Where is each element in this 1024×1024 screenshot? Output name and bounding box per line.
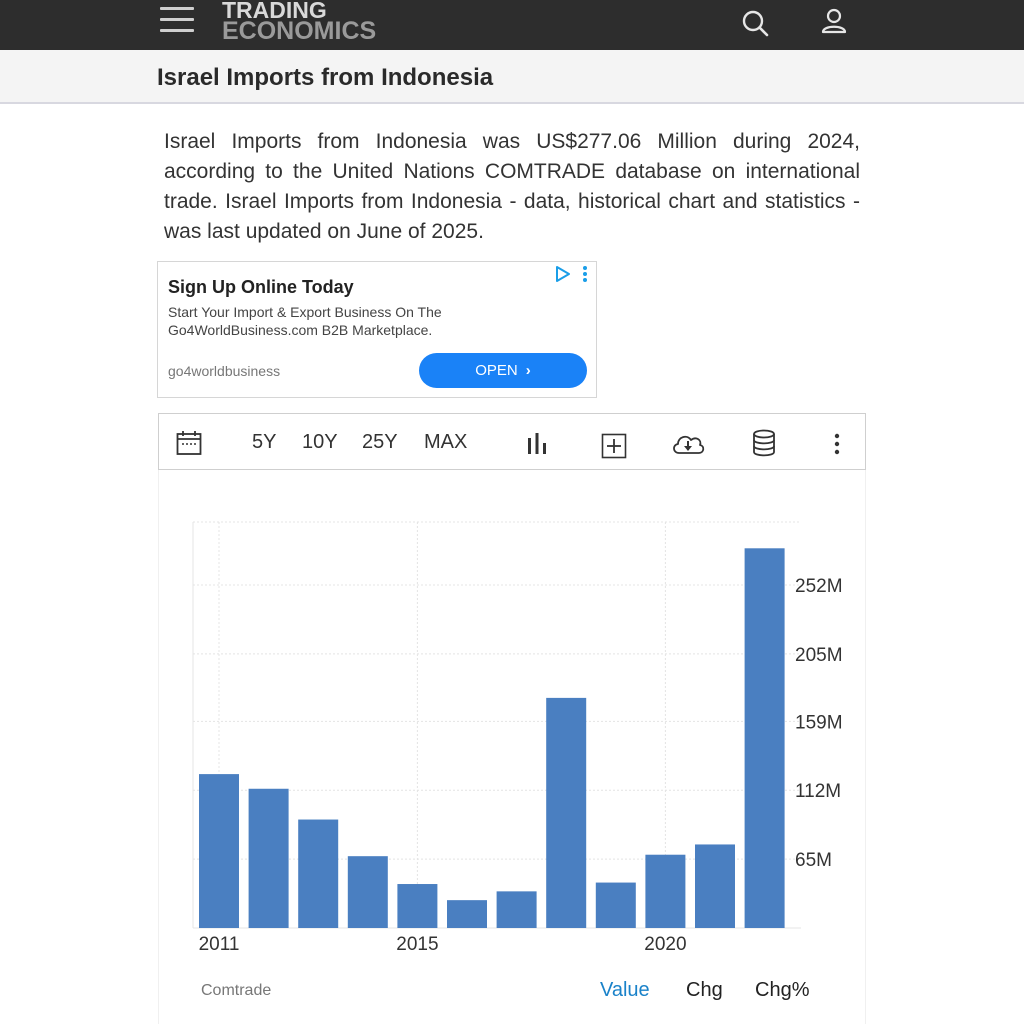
x-tick-label: 2011 (198, 934, 240, 955)
range-25y-button[interactable]: 25Y (362, 431, 398, 453)
vertical-dots-icon[interactable] (834, 433, 840, 455)
bar-2012 (249, 789, 289, 928)
y-tick-label: 252M (795, 576, 843, 598)
bar-chart (159, 470, 867, 970)
trading-economics-logo[interactable] (222, 0, 377, 45)
plus-square-icon[interactable] (601, 433, 627, 459)
x-tick-label: 2020 (644, 934, 687, 955)
bar-2022 (745, 548, 785, 928)
bar-2020 (645, 855, 685, 928)
bar-2013 (298, 820, 338, 928)
hamburger-menu-icon[interactable] (160, 4, 196, 34)
ad-text: Start Your Import & Export Business On The Go4WorldBusiness.com B2B Marketplace. (168, 304, 442, 338)
page-title: Israel Imports from Indonesia (157, 64, 494, 91)
database-icon[interactable] (752, 429, 776, 457)
top-navigation-bar (0, 0, 1024, 50)
bar-2021 (695, 844, 735, 928)
y-tick-label: 159M (795, 712, 843, 734)
cloud-download-icon[interactable] (670, 431, 706, 457)
ad-open-label: OPEN (475, 362, 518, 379)
user-icon[interactable] (819, 7, 849, 37)
bar-2014 (348, 856, 388, 928)
bar-2015 (397, 884, 437, 928)
vertical-dots-icon[interactable] (582, 265, 588, 283)
logo-line2: ECONOMICS (222, 17, 377, 45)
bar-chart-icon[interactable] (525, 432, 549, 456)
ad-domain[interactable]: go4worldbusiness (168, 363, 281, 379)
logo-line1: TRADING (222, 0, 327, 23)
tab-value[interactable]: Value (600, 979, 650, 1001)
search-icon[interactable] (740, 8, 770, 38)
y-tick-label: 65M (795, 850, 832, 872)
chart-panel (158, 470, 866, 1024)
range-max-button[interactable]: MAX (424, 431, 468, 453)
ad-open-button[interactable] (419, 353, 587, 388)
tab-chg[interactable]: Chg (686, 979, 723, 1001)
y-tick-label: 205M (795, 644, 843, 666)
bar-2016 (447, 900, 487, 928)
bar-2018 (546, 698, 586, 928)
bar-2019 (596, 883, 636, 928)
range-10y-button[interactable]: 10Y (302, 431, 338, 453)
x-tick-label: 2015 (396, 934, 439, 955)
title-band (0, 50, 1024, 104)
page-description: Israel Imports from Indonesia was US$277.06 Million during 2024, according to the United Nations COMTRADE database on international trade. Israel Imports from Indonesia - data, historical chart and statistics - was last updated on June of 2025. (164, 130, 860, 243)
range-5y-button[interactable]: 5Y (252, 431, 277, 453)
ad-title[interactable]: Sign Up Online Today (168, 277, 354, 297)
bar-2011 (199, 774, 239, 928)
tab-chg-percent[interactable]: Chg% (755, 979, 810, 1001)
chevron-right-icon: › (525, 362, 531, 379)
bar-2017 (497, 891, 537, 928)
play-triangle-icon[interactable] (554, 265, 572, 283)
chart-toolbar (158, 413, 866, 470)
advertisement-banner[interactable] (157, 261, 597, 398)
y-tick-label: 112M (795, 781, 842, 803)
chart-source[interactable]: Comtrade (201, 982, 272, 999)
calendar-icon[interactable] (176, 430, 202, 456)
